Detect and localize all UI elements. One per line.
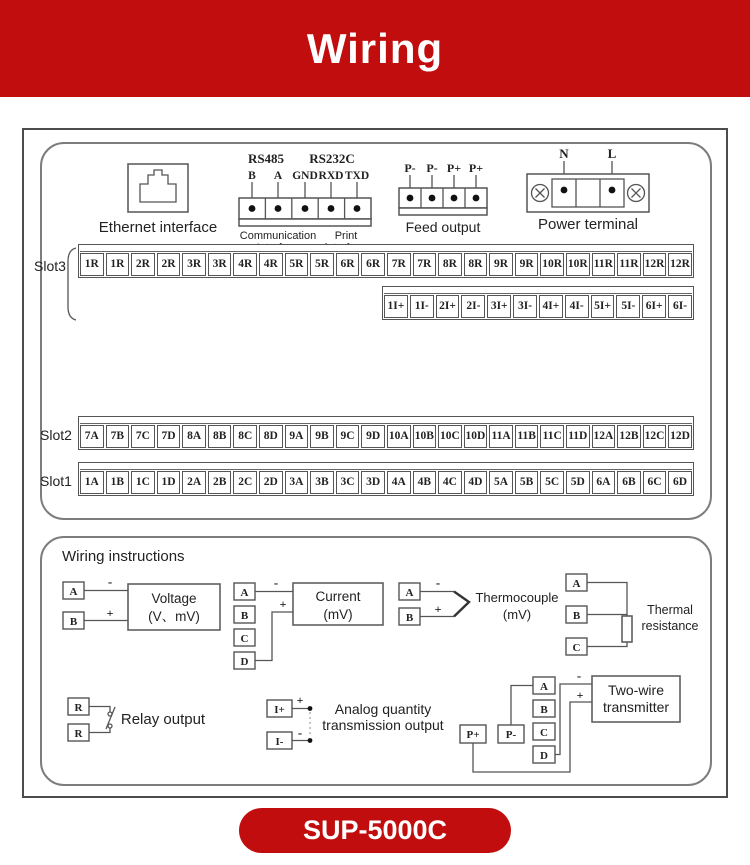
terminal-a-label: A [240, 587, 249, 599]
terminal-cell: 3I- [513, 295, 537, 318]
terminal-cell: 11D [566, 425, 590, 448]
model-name: SUP-5000C [302, 815, 448, 845]
terminal-cell: 4A [387, 471, 411, 494]
power-block [527, 174, 649, 212]
plus-sign: + [296, 693, 304, 707]
terminal-cell: 5B [515, 471, 539, 494]
feed-pin-label: P+ [468, 161, 484, 175]
screw-dot [354, 205, 361, 212]
terminal-cell: 8C [233, 425, 257, 448]
terminal-cell: 1A [80, 471, 104, 494]
screw-dot [451, 195, 458, 202]
terminal-cell: 8R [464, 253, 488, 276]
plus-sign: + [106, 606, 114, 620]
terminal-cell: 3B [310, 471, 334, 494]
terminal-pplus-label: P+ [466, 729, 480, 741]
ethernet-jack-icon [128, 164, 188, 212]
terminal-cell: 3R [182, 253, 206, 276]
terminal-cell: 6R [336, 253, 360, 276]
twowire-label-1: Two-wire [607, 682, 665, 698]
terminal-pminus-label: P- [505, 729, 517, 741]
terminal-cell: 3R [208, 253, 232, 276]
terminal-cell: 1B [106, 471, 130, 494]
terminal-a-label: A [540, 681, 548, 693]
terminal-cell: 11R [617, 253, 641, 276]
terminal-cell: 11B [515, 425, 539, 448]
current-label-1: Current [315, 589, 361, 604]
plus-wire [255, 612, 293, 661]
terminal-cell: 6A [592, 471, 616, 494]
terminal-cell: 10B [413, 425, 437, 448]
terminal-cell: 1I- [410, 295, 434, 318]
feed-pin-label: P+ [446, 161, 462, 175]
terminal-cell: 12D [668, 425, 692, 448]
screw-dot [429, 195, 436, 202]
terminal-cell: 8B [208, 425, 232, 448]
terminal-cell: 10C [438, 425, 462, 448]
terminal-cell: 7R [387, 253, 411, 276]
screw-dot [473, 195, 480, 202]
terminal-b-label: B [240, 610, 249, 622]
terminal-cell: 6R [361, 253, 385, 276]
screw-dot [407, 195, 414, 202]
communication-interface-diagram [236, 150, 378, 254]
terminal-cell: 5I- [616, 295, 640, 318]
n-pin-label: N [559, 146, 569, 161]
voltage-label-1: Voltage [151, 591, 197, 606]
feed-output-label: Feed output [405, 219, 481, 235]
pin-rxd-label: RXD [318, 170, 344, 182]
screw-dot [302, 205, 309, 212]
thermocouple-label-1: Thermocouple [475, 590, 559, 605]
feed-pin-label: P- [404, 161, 416, 175]
relay-output-label: Relay output [120, 711, 206, 728]
slot3-strip-row1 [78, 244, 694, 278]
slot2-strip [78, 416, 694, 450]
minus-sign: - [273, 575, 279, 590]
terminal-b-label: B [405, 612, 414, 624]
model-badge [239, 808, 511, 853]
slot3-label: Slot3 [34, 258, 66, 274]
minus-sign: - [107, 574, 113, 589]
plus-sign: + [434, 602, 442, 616]
current-wiring-diagram [226, 572, 402, 694]
slot3-bracket [64, 246, 78, 322]
terminal-b-label: B [69, 616, 78, 628]
terminal-cell: 4B [413, 471, 437, 494]
ethernet-label: Ethernet interface [98, 219, 218, 236]
pin-a-label: A [273, 170, 283, 182]
terminal-cell: 11R [592, 253, 616, 276]
terminal-cell: 4D [464, 471, 488, 494]
analog-output-wiring-diagram [262, 688, 462, 752]
terminal-iminus-label: I- [275, 736, 284, 748]
terminal-a-label: A [405, 587, 414, 599]
minus-sign: - [297, 725, 303, 740]
terminal-cell: 2R [131, 253, 155, 276]
terminal-cell: 6I+ [642, 295, 666, 318]
terminal-iplus-label: I+ [274, 704, 285, 716]
terminal-cell: 5R [285, 253, 309, 276]
terminal-c-label: C [572, 642, 581, 654]
terminal-cell: 7D [157, 425, 181, 448]
terminal-cell: 8R [438, 253, 462, 276]
terminal-cell: 12B [617, 425, 641, 448]
terminal-cell: 11A [489, 425, 513, 448]
terminal-r-label: R [74, 728, 83, 740]
terminal-b-label: B [540, 704, 548, 716]
terminal-cell: 7R [413, 253, 437, 276]
terminal-cell: 2R [157, 253, 181, 276]
twowire-label-2: transmitter [602, 699, 670, 715]
instructions-heading: Wiring instructions [62, 548, 185, 565]
twowire-transmitter-wiring-diagram [452, 660, 708, 782]
terminal-cell: 7C [131, 425, 155, 448]
wire-end-dot [308, 706, 313, 711]
terminal-cell: 1C [131, 471, 155, 494]
terminal-cell: 6C [643, 471, 667, 494]
thermocouple-label-2: (mV) [502, 607, 532, 622]
minus-wire [555, 684, 592, 755]
pin-gnd-label: GND [292, 170, 318, 182]
voltage-wiring-diagram [58, 572, 230, 642]
terminal-cell: 4I- [565, 295, 589, 318]
terminal-cell: 1R [106, 253, 130, 276]
terminal-cell: 6D [668, 471, 692, 494]
screw-dot [609, 187, 616, 194]
slot2-label: Slot2 [40, 427, 72, 443]
minus-sign: - [435, 575, 441, 590]
block-rail [399, 208, 487, 215]
terminal-cell: 9A [285, 425, 309, 448]
terminal-cell: 10R [540, 253, 564, 276]
terminal-b-label: B [572, 610, 581, 622]
terminal-cell: 7A [80, 425, 104, 448]
terminal-cell: 6B [617, 471, 641, 494]
slot1-label: Slot1 [40, 473, 72, 489]
terminal-cell: 5D [566, 471, 590, 494]
terminal-cell: 4C [438, 471, 462, 494]
wire-end-dot [308, 738, 313, 743]
switch-contact [108, 724, 112, 728]
terminal-cell: 8A [182, 425, 206, 448]
terminal-cell: 3I+ [487, 295, 511, 318]
power-terminal-diagram [513, 146, 703, 234]
voltage-label-2: (V、mV) [148, 609, 200, 624]
comm-caption-1: Communication [239, 230, 317, 242]
terminal-cell: 9B [310, 425, 334, 448]
relay-output-wiring-diagram [62, 688, 212, 750]
pin-txd-label: TXD [344, 170, 370, 182]
terminal-c-label: C [240, 633, 249, 645]
terminal-cell: 11C [540, 425, 564, 448]
terminal-cell: 5C [540, 471, 564, 494]
pminus-wire [511, 686, 533, 726]
terminal-cell: 4R [259, 253, 283, 276]
screw-dot [249, 205, 256, 212]
title-banner [0, 0, 750, 97]
terminal-cell: 9C [336, 425, 360, 448]
plus-sign: + [279, 597, 287, 611]
current-label-2: (mV) [323, 607, 353, 622]
slot3-strip-row2 [382, 286, 694, 320]
terminal-cell: 10R [566, 253, 590, 276]
terminal-cell: 12A [592, 425, 616, 448]
terminal-cell: 12C [643, 425, 667, 448]
terminal-cell: 12R [643, 253, 667, 276]
terminal-cell: 8D [259, 425, 283, 448]
terminal-cell: 7B [106, 425, 130, 448]
screw-dot [561, 187, 568, 194]
terminal-cell: 2I+ [436, 295, 460, 318]
terminal-cell: 3D [361, 471, 385, 494]
terminal-cell: 10A [387, 425, 411, 448]
wires [587, 583, 627, 647]
terminal-cell: 3A [285, 471, 309, 494]
terminal-cell: 2A [182, 471, 206, 494]
terminal-cell: 9R [515, 253, 539, 276]
pin-b-label: B [248, 170, 256, 182]
analog-label-2: transmission output [322, 717, 444, 733]
rs232c-label: RS232C [309, 151, 355, 166]
terminal-cell: 1I+ [384, 295, 408, 318]
thermocouple-junction-icon [454, 592, 469, 617]
terminal-cell: 9R [489, 253, 513, 276]
terminal-cell: 4R [233, 253, 257, 276]
terminal-cell: 2B [208, 471, 232, 494]
slot1-strip [78, 462, 694, 496]
screw-dot [328, 205, 335, 212]
l-pin-label: L [607, 146, 617, 161]
terminal-d-label: D [240, 656, 249, 668]
terminal-cell: 4I+ [539, 295, 563, 318]
thermal-resistance-wiring-diagram [560, 572, 710, 672]
resistor-icon [622, 616, 632, 642]
power-terminal-label: Power terminal [537, 216, 639, 233]
terminal-cell: 5R [310, 253, 334, 276]
thermal-label-1: Thermal [647, 603, 693, 617]
terminal-d-label: D [540, 750, 548, 762]
thermal-label-2: resistance [641, 619, 699, 633]
terminal-r-label: R [74, 702, 83, 714]
terminal-cell: 1R [80, 253, 104, 276]
print-caption-1: Print [334, 230, 358, 242]
terminal-cell: 5A [489, 471, 513, 494]
screw-dot [275, 205, 282, 212]
analog-label-1: Analog quantity [334, 701, 432, 717]
terminal-cell: 2C [233, 471, 257, 494]
minus-sign: - [576, 668, 582, 683]
terminal-cell: 5I+ [591, 295, 615, 318]
plus-sign: + [576, 688, 584, 702]
feed-output-diagram [396, 158, 496, 236]
terminal-cell: 2D [259, 471, 283, 494]
terminal-a-label: A [572, 578, 581, 590]
terminal-a-label: A [69, 586, 78, 598]
terminal-cell: 10D [464, 425, 488, 448]
rs485-label: RS485 [247, 151, 285, 166]
terminal-cell: 6I- [668, 295, 692, 318]
block-rail [239, 219, 371, 226]
page-title: Wiring [306, 24, 444, 72]
terminal-cell: 1D [157, 471, 181, 494]
terminal-c-label: C [540, 727, 548, 739]
terminal-cell: 9D [361, 425, 385, 448]
terminal-cell: 3C [336, 471, 360, 494]
feed-pin-label: P- [426, 161, 438, 175]
terminal-cell: 2I- [461, 295, 485, 318]
terminal-cell: 12R [668, 253, 692, 276]
